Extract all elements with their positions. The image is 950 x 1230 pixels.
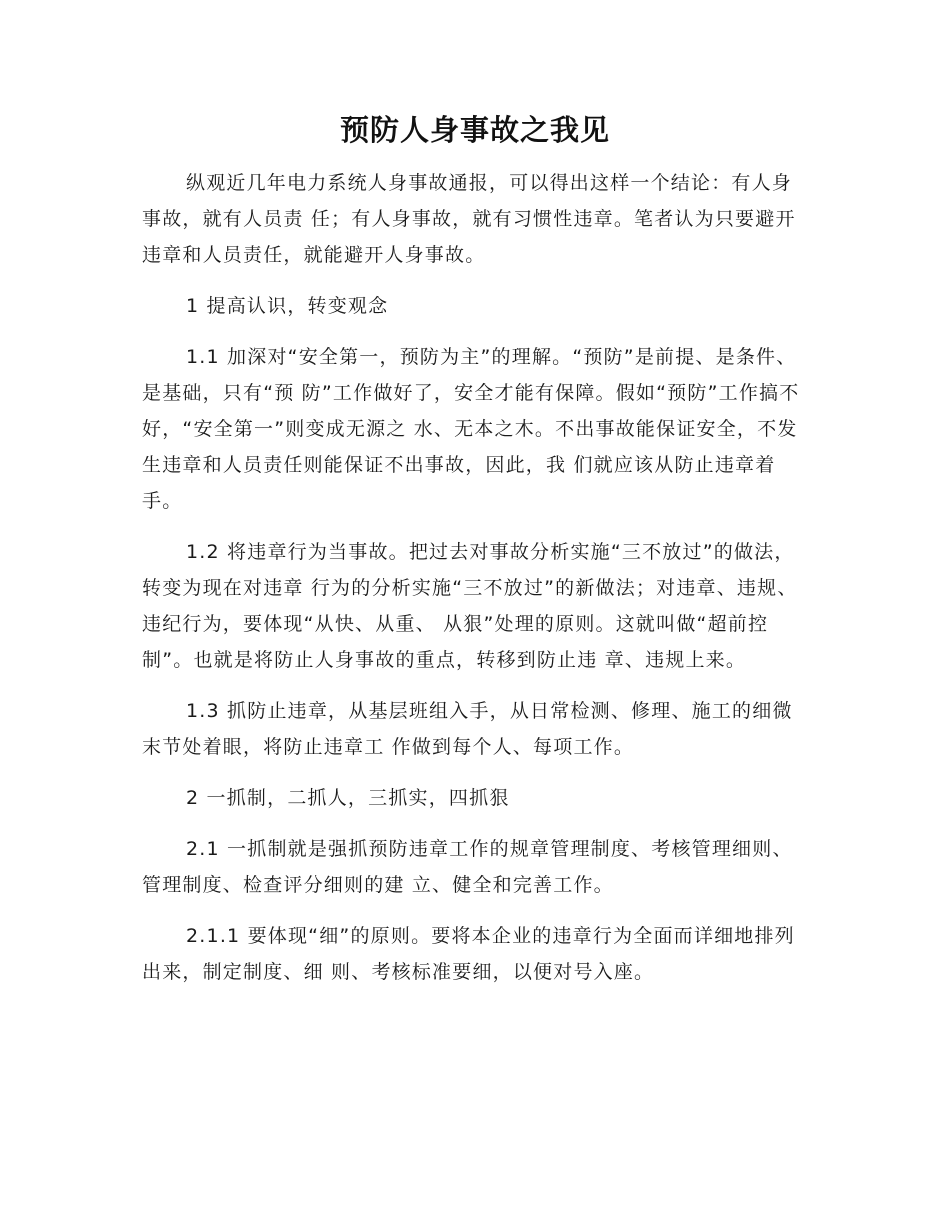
document-body — [142, 165, 810, 1005]
document-title: 预防人身事故之我见 — [339, 113, 610, 147]
section-heading-1: 1 提高认识，转变观念 — [186, 295, 389, 317]
paragraph-intro: 纵观近几年电力系统人身事故通报，可以得出这样一个结论：有人身事故，就有人员责 任；有人身事故，就有习惯性违章。笔者认为只要避开违章和人员责任，就能避开人身事故。 — [142, 172, 796, 266]
paragraph-2-1: 2.1 一抓制就是强抓预防违章工作的规章管理制度、考核管理细则、管理制度、检查评分细则的建 立、健全和完善工作。 — [142, 838, 793, 896]
section-heading-2: 2 一抓制，二抓人，三抓实，四抓狠 — [186, 787, 510, 809]
paragraph-2-1-1: 2.1.1 要体现“细”的原则。要将本企业的违章行为全面而详细地排列出来，制定制度、细 则、考核标准要细，以便对号入座。 — [142, 925, 795, 983]
paragraph-1-1: 1.1 加深对“安全第一，预防为主”的理解。“预防”是前提、是条件、是基础，只有“预 防”工作做好了，安全才能有保障。假如“预防”工作搞不好，“安全第一”则变成无源之 水、无本之木。不出事故能保证安全，不发生违章和人员责任则能保证不出事故，因此，我 们就应该从防止违章着手。 — [142, 346, 800, 512]
paragraph-1-3: 1.3 抓防止违章，从基层班组入手，从日常检测、修理、施工的细微末节处着眼，将防止违章工 作做到每个人、每项工作。 — [142, 700, 793, 758]
paragraph-1-2: 1.2 将违章行为当事故。把过去对事故分析实施“三不放过”的做法，转变为现在对违章 行为的分析实施“三不放过”的新做法；对违章、违规、违纪行为，要体现“从快、从重、 从狠”处理的原则。这就叫做“超前控制”。也就是将防止人身事故的重点，转移到防止违 章、违规上来。 — [142, 541, 798, 671]
